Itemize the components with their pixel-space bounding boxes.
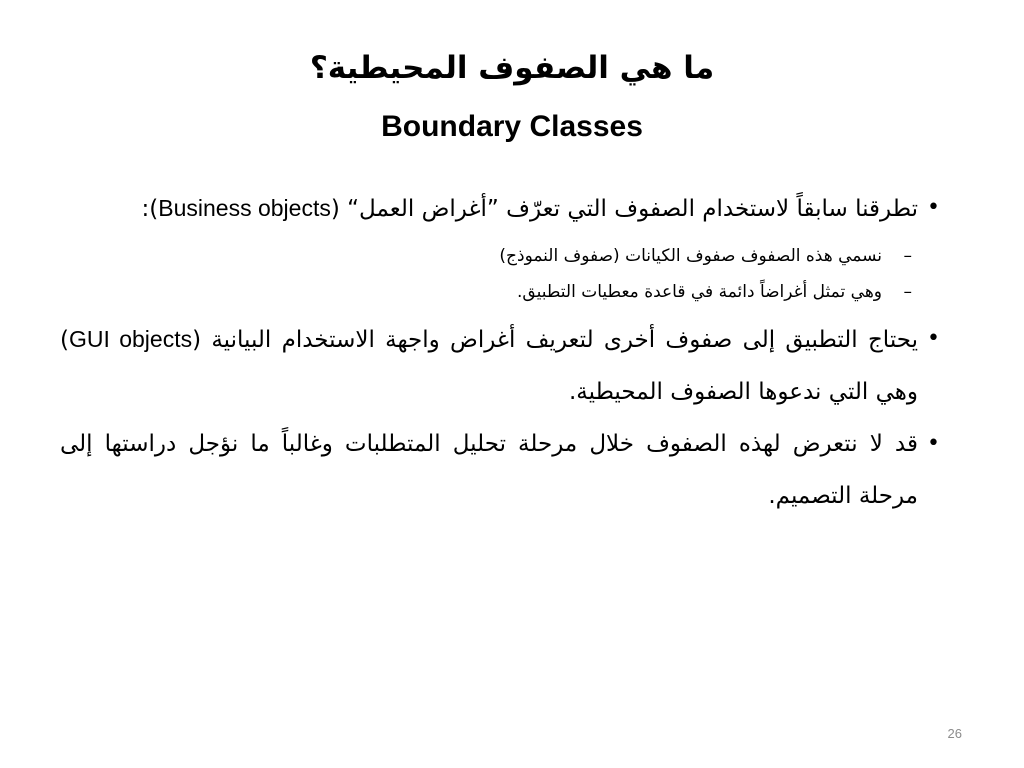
dash-marker: – xyxy=(903,282,912,302)
bullet-item-business-objects xyxy=(60,182,940,235)
slide-body xyxy=(60,182,940,522)
page-number: 26 xyxy=(947,726,962,741)
sub-bullet-text: نسمي هذه الصفوف صفوف الكيانات (صفوف النموذج) xyxy=(499,246,882,266)
bullet-text: قد لا نتعرض لهذه الصفوف خلال مرحلة تحليل المتطلبات وغالباً ما نؤجل دراستها إلى مرحلة التصميم. xyxy=(60,431,918,509)
bullet-text-end: ): xyxy=(141,196,159,222)
sub-bullet-item-persistent-objects xyxy=(60,277,940,307)
sub-bullet-text: وهي تمثل أغراضاً دائمة في قاعدة معطيات التطبيق. xyxy=(517,282,882,302)
bullet-text: تطرقنا سابقاً لاستخدام الصفوف التي تعرّف ”أغراض العمل“ ( xyxy=(330,196,918,222)
sub-bullet-item-entity-classes xyxy=(60,241,940,271)
slide-title-arabic: ما هي الصفوف المحيطية؟ xyxy=(309,50,715,86)
bullet-text: يحتاج التطبيق إلى صفوف أخرى لتعريف أغراض واجهة الاستخدام البيانية ( xyxy=(192,327,919,353)
bullet-marker: • xyxy=(927,326,940,351)
bullet-marker: • xyxy=(927,431,940,456)
bullet-item-design-phase xyxy=(60,418,940,522)
bullet-english-term: GUI objects xyxy=(68,326,193,352)
bullet-text-end: ) وهي التي ندعوها الصفوف المحيطية. xyxy=(60,327,918,405)
slide-title-english: Boundary Classes xyxy=(381,110,643,143)
bullet-item-gui-objects xyxy=(60,313,940,418)
dash-marker: – xyxy=(903,246,912,266)
bullet-marker: • xyxy=(927,195,940,220)
bullet-english-term: Business objects xyxy=(158,195,331,221)
